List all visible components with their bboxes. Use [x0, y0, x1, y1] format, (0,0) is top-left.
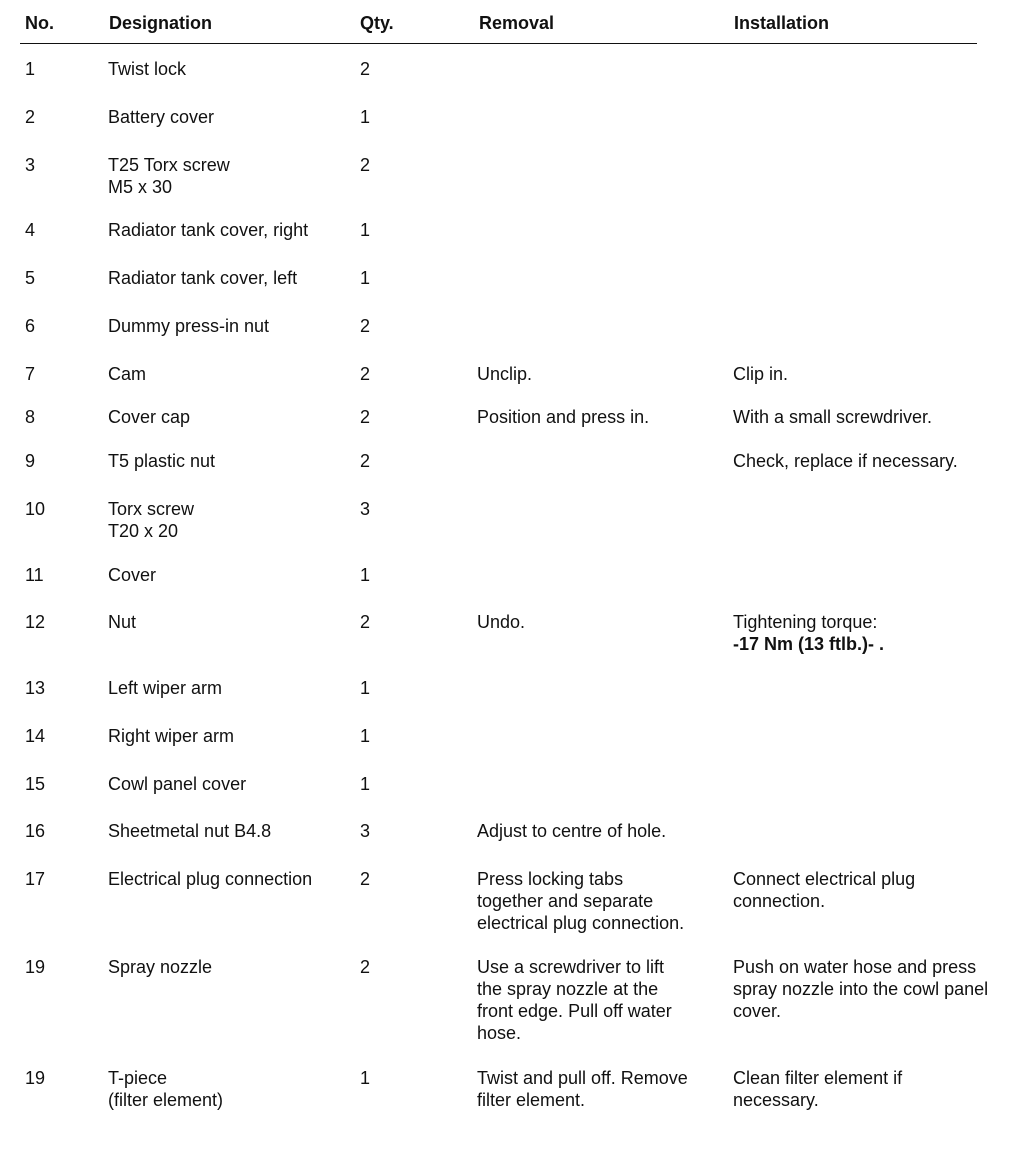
row-designation: Nut — [108, 612, 137, 632]
row-qty: 1 — [360, 268, 371, 288]
row-no: 2 — [25, 107, 36, 127]
header-qty: Qty. — [360, 13, 394, 33]
row-qty: 2 — [360, 155, 371, 175]
row-installation: Check, replace if necessary. — [733, 451, 958, 471]
row-no: 12 — [25, 612, 46, 632]
row-designation: Sheetmetal nut B4.8 — [108, 821, 272, 841]
row-no: 14 — [25, 726, 46, 746]
row-qty: 2 — [360, 957, 371, 977]
header-installation: Installation — [734, 13, 830, 33]
header-removal: Removal — [479, 13, 555, 33]
row-qty: 3 — [360, 499, 371, 519]
row-no: 7 — [25, 364, 36, 384]
row-no: 15 — [25, 774, 46, 794]
row-installation: Clean filter element if necessary. — [733, 1068, 903, 1110]
row-designation: Cover — [108, 565, 157, 585]
row-qty: 2 — [360, 316, 371, 336]
row-installation: With a small screwdriver. — [733, 407, 933, 427]
row-removal: Position and press in. — [477, 407, 650, 427]
row-qty: 1 — [360, 107, 371, 127]
row-designation: Cam — [108, 364, 147, 384]
row-removal: Adjust to centre of hole. — [477, 821, 667, 841]
row-no: 4 — [25, 220, 36, 240]
row-designation: T-piece (filter element) — [108, 1068, 224, 1110]
row-no: 5 — [25, 268, 36, 288]
row-no: 9 — [25, 451, 36, 471]
row-no: 3 — [25, 155, 36, 175]
row-designation: Radiator tank cover, right — [108, 220, 309, 240]
row-removal: Use a screwdriver to lift the spray nozzle at the front edge. Pull off water hose. — [477, 957, 672, 1043]
row-qty: 1 — [360, 1068, 371, 1088]
row-no: 13 — [25, 678, 46, 698]
row-qty: 1 — [360, 565, 371, 585]
row-designation: Dummy press-in nut — [108, 316, 270, 336]
row-designation: Torx screw T20 x 20 — [108, 499, 195, 541]
row-qty: 2 — [360, 407, 371, 427]
row-designation: Left wiper arm — [108, 678, 223, 698]
row-no: 11 — [25, 565, 44, 585]
row-designation: Cover cap — [108, 407, 191, 427]
row-installation: Clip in. — [733, 364, 789, 384]
row-designation: Spray nozzle — [108, 957, 213, 977]
row-no: 16 — [25, 821, 46, 841]
row-qty: 1 — [360, 726, 371, 746]
row-designation: Radiator tank cover, left — [108, 268, 298, 288]
row-qty: 1 — [360, 220, 371, 240]
row-no: 17 — [25, 869, 46, 889]
row-no: 1 — [25, 59, 36, 79]
row-qty: 2 — [360, 59, 371, 79]
row-qty: 2 — [360, 451, 371, 471]
row-no: 19 — [25, 1068, 46, 1088]
row-designation: Electrical plug connection — [108, 869, 313, 889]
header-no: No. — [25, 13, 54, 33]
row-designation: Right wiper arm — [108, 726, 235, 746]
row-removal: Unclip. — [477, 364, 533, 384]
row-removal: Undo. — [477, 612, 526, 632]
row-qty: 3 — [360, 821, 371, 841]
row-designation: Battery cover — [108, 107, 215, 127]
row-designation: T5 plastic nut — [108, 451, 216, 471]
row-removal: Twist and pull off. Remove filter element. — [477, 1068, 688, 1110]
table-header — [0, 12, 1024, 38]
row-qty: 2 — [360, 869, 371, 889]
row-designation: Twist lock — [108, 59, 187, 79]
row-no: 10 — [25, 499, 46, 519]
header-designation: Designation — [109, 13, 213, 33]
torque-value: -17 Nm (13 ftlb.)- . — [733, 634, 885, 654]
header-divider — [20, 43, 977, 44]
row-no: 19 — [25, 957, 46, 977]
row-qty: 1 — [360, 678, 371, 698]
row-no: 6 — [25, 316, 36, 336]
row-no: 8 — [25, 407, 36, 427]
row-designation: T25 Torx screw M5 x 30 — [108, 155, 230, 197]
row-qty: 2 — [360, 364, 371, 384]
row-designation: Cowl panel cover — [108, 774, 247, 794]
row-installation: Connect electrical plug connection. — [733, 869, 916, 911]
row-qty: 1 — [360, 774, 371, 794]
torque-label: Tightening torque: — [733, 612, 878, 632]
row-installation — [733, 611, 1019, 655]
row-removal: Press locking tabs together and separate electrical plug connection. — [477, 869, 685, 933]
row-qty: 2 — [360, 612, 371, 632]
row-installation: Push on water hose and press spray nozzle into the cowl panel cover. — [733, 957, 989, 1021]
